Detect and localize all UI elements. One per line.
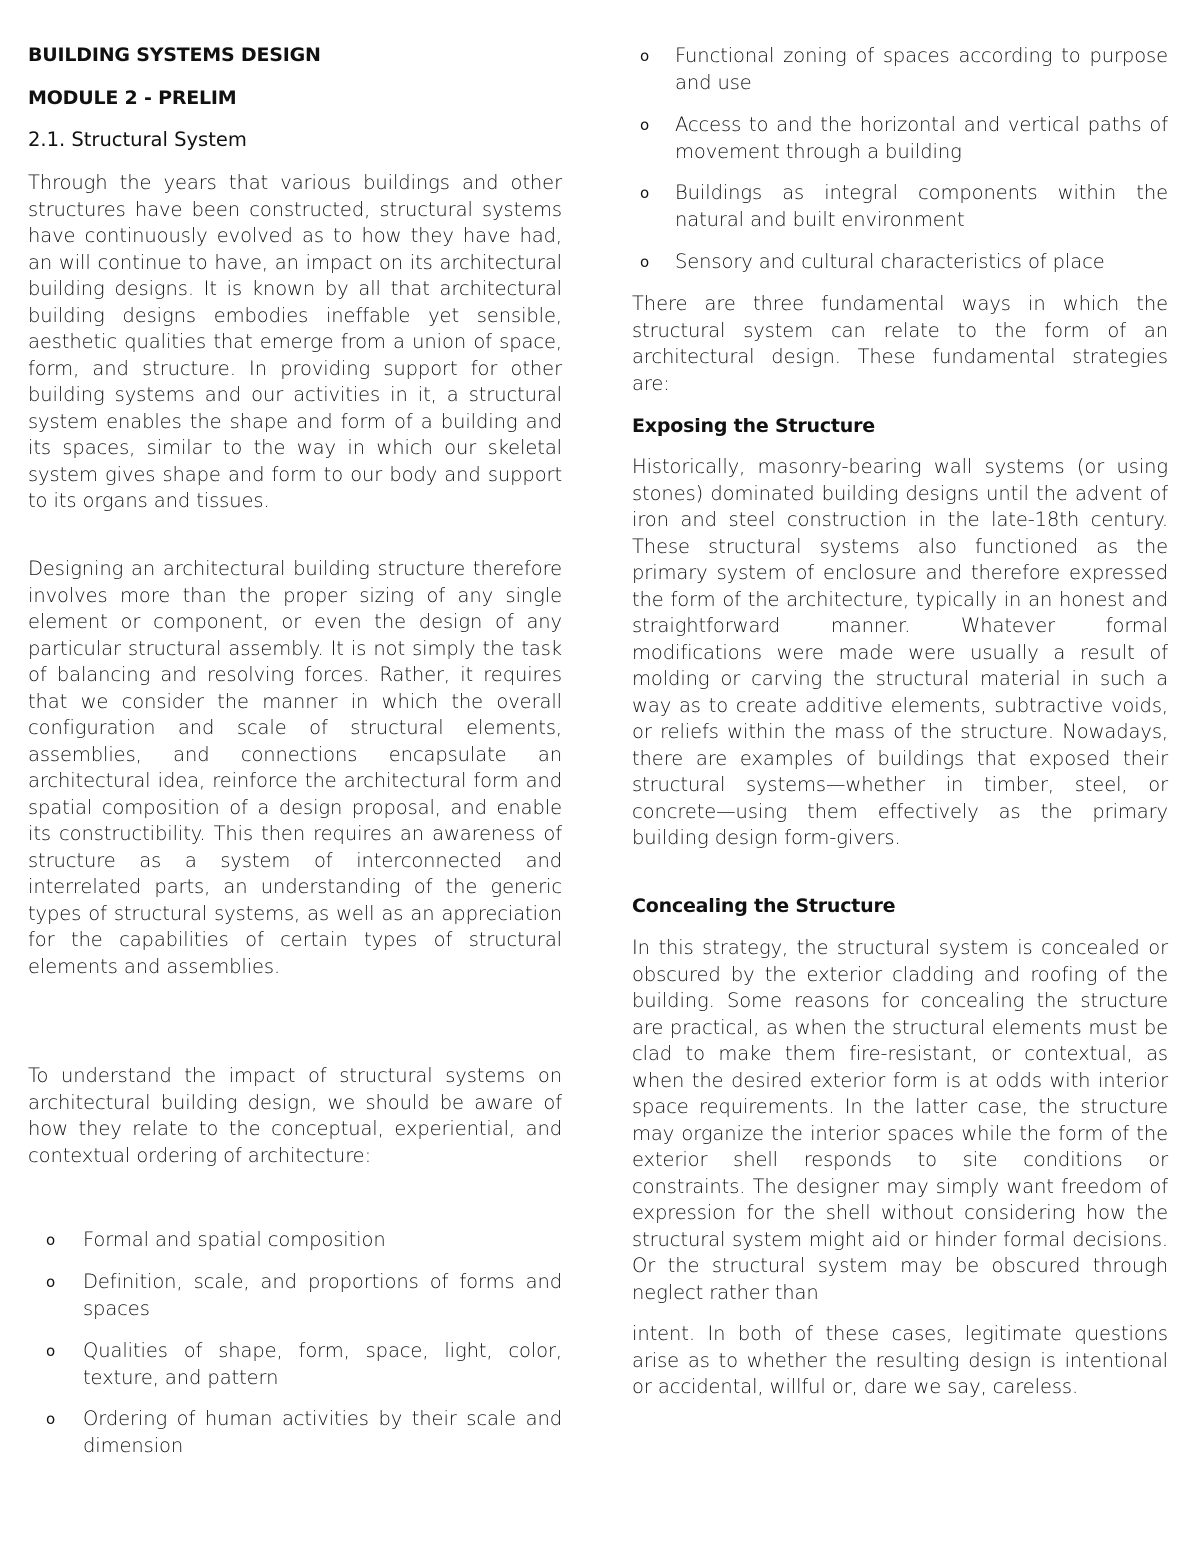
list-item-text: Buildings as integral components within the natural and built environment — [675, 181, 1168, 231]
concealing-paragraph: In this strategy, the structural system is concealed or obscured by the exterior cladding and roofing of the building. Some reasons for concealing the structure are practical, as when the structural elements must be clad to make them fire-resistant, or contextual, as when the desired exterior form is at odds with interior space requirements. In the latter case, the structure may organize the interior spaces while the form of the exterior shell responds to site conditions or constraints. The designer may simply want freedom of expression for the shell without considering how the structural system might aid or hinder formal decisions. Or the structural system may be obscured through neglect rather than — [632, 936, 1168, 1304]
bullet-marker: o — [46, 1231, 56, 1249]
exposing-paragraph: Historically, masonry-bearing wall systems (or using stones) dominated building designs until the advent of iron and steel construction in the late-18th century. These structural systems also functioned as the primary system of enclosure and therefore expressed the form of the architecture, typically in an honest and straightforward manner. Whatever formal modifications were made were usually a result of molding or carving the structural material in such a way as to create additive elements, subtractive voids, or reliefs within the mass of the structure. Nowadays, there are examples of buildings that exposed their structural systems—whether in timber, steel, or concrete—using them effectively as the primary building design form-givers. — [632, 455, 1168, 849]
concealing-heading: Concealing the Structure — [632, 895, 896, 917]
concealing-paragraph-continued: intent. In both of these cases, legitimate questions arise as to whether the resulting design is intentional or accidental, willful or, dare we say, careless. — [632, 1322, 1168, 1398]
list-item-text: Qualities of shape, form, space, light, color, texture, and pattern — [83, 1339, 562, 1389]
list-item-text: Functional zoning of spaces according to purpose and use — [675, 44, 1168, 94]
left-paragraph-2: Designing an architectural building structure therefore involves more than the proper sizing of any single element or component, or even the design of any particular structural assembly. It is not simply the task of balancing and resolving forces. Rather, it requires that we consider the manner in which the overall configuration and scale of structural elements, assemblies, and connections encapsulate an architectural idea, reinforce the architectural form and spatial composition of a design proposal, and enable its constructibility. This then requires an awareness of structure as a system of interconnected and interrelated parts, an understanding of the generic types of structural systems, as well as an appreciation for the capabilities of certain types of structural elements and assemblies. — [28, 557, 562, 978]
bullet-marker: o — [46, 1410, 56, 1428]
left-paragraph-3: To understand the impact of structural systems on architectural building design, we should be aware of how they relate to the conceptual, experiential, and contextual ordering of architecture: — [28, 1064, 562, 1167]
list-item-text: Access to and the horizontal and vertical paths of movement through a building — [675, 113, 1168, 163]
bullet-marker: o — [640, 116, 650, 134]
list-item-text: Formal and spatial composition — [83, 1228, 386, 1251]
module-title: MODULE 2 - PRELIM — [28, 87, 237, 109]
left-paragraph-1: Through the years that various buildings and other structures have been constructed, structural systems have continuously evolved as to how they have had, an will continue to have, an impact on its architectural building designs. It is known by all that architectural building designs embodies ineffable yet sensible, aesthetic qualities that emerge from a union of space, form, and structure. In providing support for other building systems and our activities in it, a structural system enables the shape and form of a building and its spaces, similar to the way in which our skeletal system gives shape and form to our body and support to its organs and tissues. — [28, 171, 562, 512]
right-intro-paragraph: There are three fundamental ways in which the structural system can relate to the form of an architectural design. These fundamental strategies are: — [632, 292, 1168, 395]
bullet-marker: o — [46, 1342, 56, 1360]
list-item-text: Sensory and cultural characteristics of place — [675, 250, 1105, 273]
bullet-marker: o — [640, 253, 650, 271]
bullet-marker: o — [640, 47, 650, 65]
bullet-marker: o — [46, 1273, 56, 1291]
list-item-text: Ordering of human activities by their scale and dimension — [83, 1407, 562, 1457]
list-item-text: Definition, scale, and proportions of forms and spaces — [83, 1270, 562, 1320]
bullet-marker: o — [640, 184, 650, 202]
section-title: 2.1. Structural System — [28, 128, 247, 151]
course-title: BUILDING SYSTEMS DESIGN — [28, 44, 321, 66]
exposing-heading: Exposing the Structure — [632, 415, 875, 437]
